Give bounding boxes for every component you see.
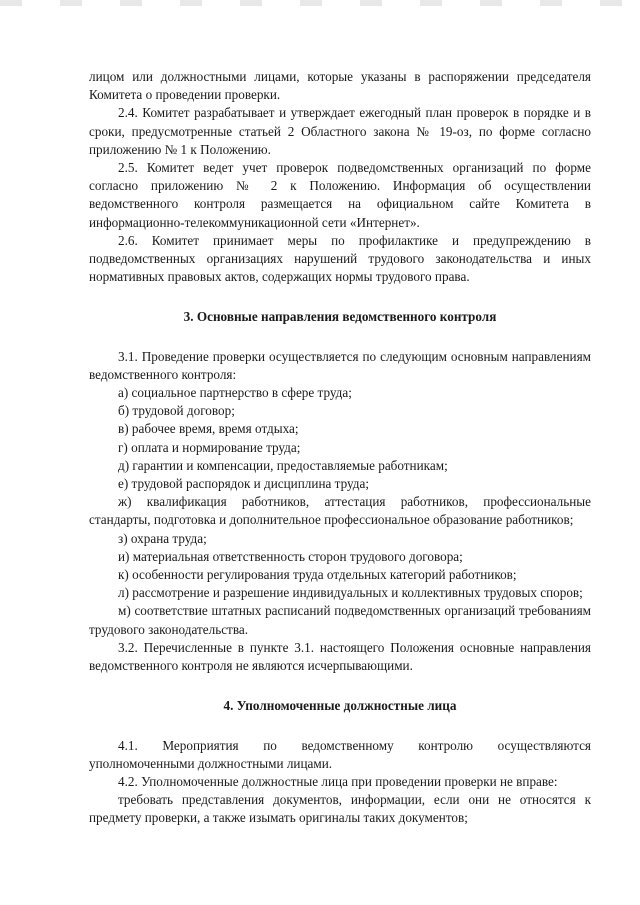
scan-artifact xyxy=(0,0,640,6)
paragraph-2-6: 2.6. Комитет принимает меры по профилактике и предупреждению в подведомственных организациях нарушений трудового законодательства и иных нормативных правовых актов, содержащих нормы трудового права. xyxy=(89,232,591,285)
list-item-k: к) особенности регулирования труда отдельных категорий работников; xyxy=(118,567,517,583)
section-heading-4: 4. Уполномоченные должностные лица xyxy=(223,698,457,714)
list-item-a: а) социальное партнерство в сфере труда; xyxy=(118,385,352,401)
document-body xyxy=(89,68,591,828)
list-item-z: з) охрана труда; xyxy=(118,530,207,546)
list-item-d: д) гарантии и компенсации, предоставляемые работникам; xyxy=(118,457,448,473)
paragraph-2-4: 2.4. Комитет разрабатывает и утверждает ежегодный план проверок в порядке и в сроки, предусмотренные статьей 2 Областного закона № 19-оз, по форме согласно приложению № 1 к Положению. xyxy=(89,105,591,157)
list-item-m: м) соответствие штатных расписаний подведомственных организаций требованиям трудового законодательства. xyxy=(89,603,591,637)
list-item-b: б) трудовой договор; xyxy=(118,403,235,419)
paragraph-2-5: 2.5. Комитет ведет учет проверок подведомственных организаций по форме согласно приложению № 2 к Положению. Информация об осуществлении ведомственного контроля размещается на официальном сайте Комитета в информационно-телекоммуникационной сети «Интернет». xyxy=(89,160,591,230)
paragraph-4-2: 4.2. Уполномоченные должностные лица при проведении проверки не вправе: xyxy=(118,773,558,789)
paragraph-continuation: лицом или должностными лицами, которые указаны в распоряжении председателя Комитета о проведении проверки. xyxy=(89,69,591,103)
paragraph-3-2: 3.2. Перечисленные в пункте 3.1. настоящего Положения основные направления ведомственного контроля не являются исчерпывающими. xyxy=(89,639,591,674)
list-item-l: л) рассмотрение и разрешение индивидуальных и коллективных трудовых споров; xyxy=(118,585,583,601)
list-item-g: г) оплата и нормирование труда; xyxy=(118,439,301,455)
paragraph-4-1: 4.1. Мероприятия по ведомственному контролю осуществляются уполномоченными должностными лицами. xyxy=(89,737,591,771)
section-heading-3: 3. Основные направления ведомственного контроля xyxy=(183,309,497,325)
paragraph-4-2-item: требовать представления документов, информации, если они не относятся к предмету проверки, а также изымать оригиналы таких документов; xyxy=(89,792,591,826)
list-item-e: е) трудовой распорядок и дисциплина труда; xyxy=(118,476,369,492)
list-item-zh: ж) квалификация работников, аттестация работников, профессиональные стандарты, подготовка и дополнительное профессиональное образование работников; xyxy=(89,494,591,528)
list-item-v: в) рабочее время, время отдыха; xyxy=(118,421,299,437)
paragraph-3-1: 3.1. Проведение проверки осуществляется по следующим основным направлениям ведомственного контроля: xyxy=(89,348,591,382)
list-item-i: и) материальная ответственность сторон трудового договора; xyxy=(118,548,463,564)
